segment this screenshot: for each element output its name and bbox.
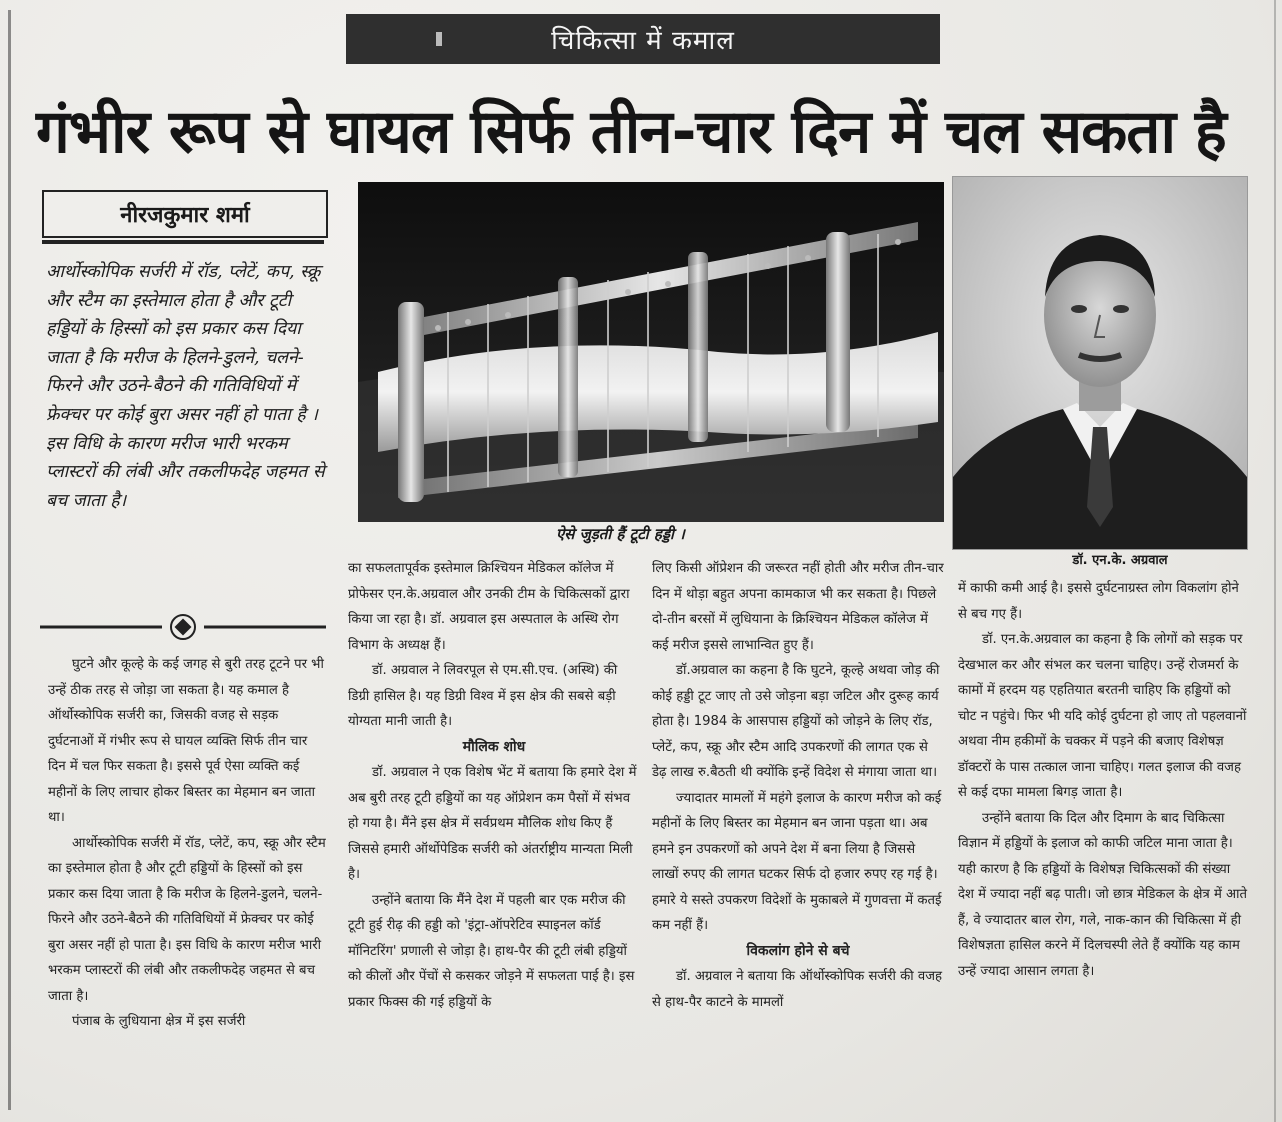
byline [42, 190, 328, 238]
paragraph: डॉ. एन.के.अग्रवाल का कहना है कि लोगों को सड़क पर देखभाल कर और संभल कर चलना चाहिए। उन्हें रोजमर्रा के कामों में हरदम यह एहतियात बरतनी चाहिए कि हड्डियों को चोट न पहुंचे। फिर भी यदि कोई दुर्घटना हो जाए तो पहलवानों अथवा नीम हकीमों के चक्कर में पड़ने की बजाए विशेषज्ञ डॉक्टरों के पास तत्काल जाना चाहिए। गलत इलाज की वजह से कई दफा मामला बिगड़ जाता है। [958, 632, 1247, 800]
clipping-left-edge [8, 10, 11, 1110]
paragraph: उन्होंने बताया कि दिल और दिमाग के बाद चिकित्सा विज्ञान में हड्डियों के इलाज को काफी जटिल माना जाता है। यही कारण है कि हड्डियों के विशेषज्ञ चिकित्सकों की संख्या देश में ज्यादा नहीं बढ़ पाती। जो छात्र मेडिकल के क्षेत्र में आते हैं, वे ज्यादातर बाल रोग, गले, नाक-कान की चिकित्सा में ही विशेषज्ञता हासिल करने में दिलचस्पी लेते हैं क्योंकि यह काम उन्हें ज्यादा आसान लगता है। [958, 810, 1248, 979]
ornament-divider [36, 612, 330, 642]
article-column-1 [48, 652, 326, 1035]
bone-photo-caption: ऐसे जुड़ती हैं टूटी हड्डी । [556, 525, 685, 543]
paragraph: ज्यादातर मामलों में महंगे इलाज के कारण मरीज को कई महीनों के लिए बिस्तर का मेहमान बन जाना पड़ता था। अब हमने इन उपकरणों को अपने देश में बना लिया है जिससे लाखों रुपए की लागत घटकर सिर्फ दो हजार रुपए रह गई है। हमारे ये सस्ते उपकरण विदेशों के मुकाबले में गुणवत्ता में कतई कम नहीं हैं। [652, 790, 942, 933]
intro-blurb: आर्थोस्कोपिक सर्जरी में रॉड, प्लेटें, कप, स्क्रू और स्टैम का इस्तेमाल होता है और टूटी हड्डियों के हिस्सों को इस प्रकार कस दिया जाता है कि मरीज के हिलने-डुलने, चलने-फिरने और उठने-बैठने की गतिविधियों में फ्रेक्चर पर कोई बुरा असर नहीं हो पाता है । इस विधि के कारण मरीज भारी भरकम प्लास्टरों की लंबी और तकलीफदेह जहमत से बच जाता है। [46, 262, 325, 511]
paragraph: में काफी कमी आई है। इससे दुर्घटनाग्रस्त लोग विकलांग होने से बच गए हैं। [958, 581, 1239, 622]
section-kicker [346, 14, 940, 64]
kicker-text: चिकित्सा में कमाल [551, 26, 735, 56]
doctor-photo-caption: डॉ. एन.के. अग्रवाल [1072, 553, 1168, 568]
doctor-portrait-illustration [953, 177, 1247, 549]
paragraph: डॉ.अग्रवाल का कहना है कि घुटने, कूल्हे अथवा जोड़ की कोई हड्डी टूट जाए तो उसे जोड़ना बड़ा जटिल और दुरूह कार्य होता है। 1984 के आसपास हड्डियों को जोड़ने के लिए रॉड, प्लेटें, कप, स्क्रू और स्टैम आदि उपकरणों की लागत एक से डेढ़ लाख रु.बैठती थी क्योंकि इन्हें विदेश से मंगाया जाता था। [652, 663, 940, 780]
article-column-2 [348, 556, 640, 1015]
paragraph: डॉ. अग्रवाल ने लिवरपूल से एम.सी.एच. (अस्थि) की डिग्री हासिल है। यह डिग्री विश्व में इस क्षेत्र की सबसे बड़ी योग्यता मानी जाती है। [348, 663, 618, 729]
paragraph: पंजाब के लुधियाना क्षेत्र में इस सर्जरी [72, 1014, 246, 1029]
byline-rule [42, 240, 324, 244]
paragraph: लिए किसी ऑप्रेशन की जरूरत नहीं होती और मरीज तीन-चार दिन में थोड़ा बहुत अपना कामकाज भी कर सकता है। पिछले दो-तीन बरसों में लुधियाना के क्रिश्चियन मेडिकल कॉलेज में कई मरीज इससे लाभान्वित हुए हैं। [652, 561, 944, 653]
clipping-right-edge [1274, 0, 1276, 1122]
paragraph: आर्थोस्कोपिक सर्जरी में रॉड, प्लेटें, कप, स्क्रू और स्टैम का इस्तेमाल होता है और टूटी हड्डियों के हिस्सों को इस प्रकार कस दिया जाता है कि मरीज के हिलने-डुलने, चलने-फिरने और उठने-बैठने की गतिविधियों में फ्रेक्चर पर कोई बुरा असर नहीं हो पाता है। इस विधि के कारण मरीज भारी भरकम प्लास्टरों की लंबी और तकलीफदेह जहमत से बच जाता है। [48, 835, 326, 1004]
kicker-mark [436, 32, 442, 46]
article-column-3 [652, 556, 944, 1015]
paragraph: डॉ. अग्रवाल ने बताया कि ऑर्थोस्कोपिक सर्जरी की वजह से हाथ-पैर काटने के मामलों [652, 969, 943, 1010]
bone-fixator-illustration [358, 182, 944, 522]
paragraph: का सफलतापूर्वक इस्तेमाल क्रिश्चियन मेडिकल कॉलेज में प्रोफेसर एन.के.अग्रवाल और उनकी टीम के चिकित्सकों द्वारा किया जा रहा है। डॉ. अग्रवाल इस अस्पताल के अस्थि रोग विभाग के अध्यक्ष हैं। [348, 561, 630, 653]
doctor-portrait [952, 176, 1248, 550]
paragraph: घुटने और कूल्हे के कई जगह से बुरी तरह टूटने पर भी उन्हें ठीक तरह से जोड़ा जा सकता है। यह कमाल है ऑर्थोस्कोपिक सर्जरी का, जिसकी वजह से सड़क दुर्घटनाओं में गंभीर रूप से घायल व्यक्ति सिर्फ तीन चार दिन में चल फिर सकता है। इससे पूर्व ऐसा व्यक्ति कई महीनों के लिए लाचार होकर बिस्तर का मेहमान बन जाता था। [48, 657, 324, 825]
article-column-4 [958, 576, 1248, 984]
headline: गंभीर रूप से घायल सिर्फ तीन-चार दिन में चल सकता है [36, 97, 1226, 167]
byline-text: नीरजकुमार शर्मा [120, 203, 250, 228]
bone-fixation-photo [358, 182, 944, 522]
subhead-saved-from-disability: विकलांग होने से बचे [746, 942, 850, 959]
subhead-original-research: मौलिक शोध [462, 738, 526, 755]
paragraph: डॉ. अग्रवाल ने एक विशेष भेंट में बताया कि हमारे देश में अब बुरी तरह टूटी हड्डियों का यह ऑप्रेशन कम पैसों में संभव हो गया है। मैंने इस क्षेत्र में सर्वप्रथम मौलिक शोध किए हैं जिससे हमारी ऑर्थोपेडिक सर्जरी को अंतर्राष्ट्रीय मान्यता मिली है। [348, 765, 637, 882]
paragraph: उन्होंने बताया कि मैंने देश में पहली बार एक मरीज की टूटी हुई रीढ़ की हड्डी को 'इंट्रा-ऑपरेटिव स्पाइनल कॉर्ड मॉनिटरिंग' प्रणाली से जोड़ा है। हाथ-पैर की टूटी लंबी हड्डियों को कीलों और पेंचों से कसकर जोड़ने में सफलता पाई है। इस प्रकार फिक्स की गई हड्डियों के [348, 892, 635, 1010]
